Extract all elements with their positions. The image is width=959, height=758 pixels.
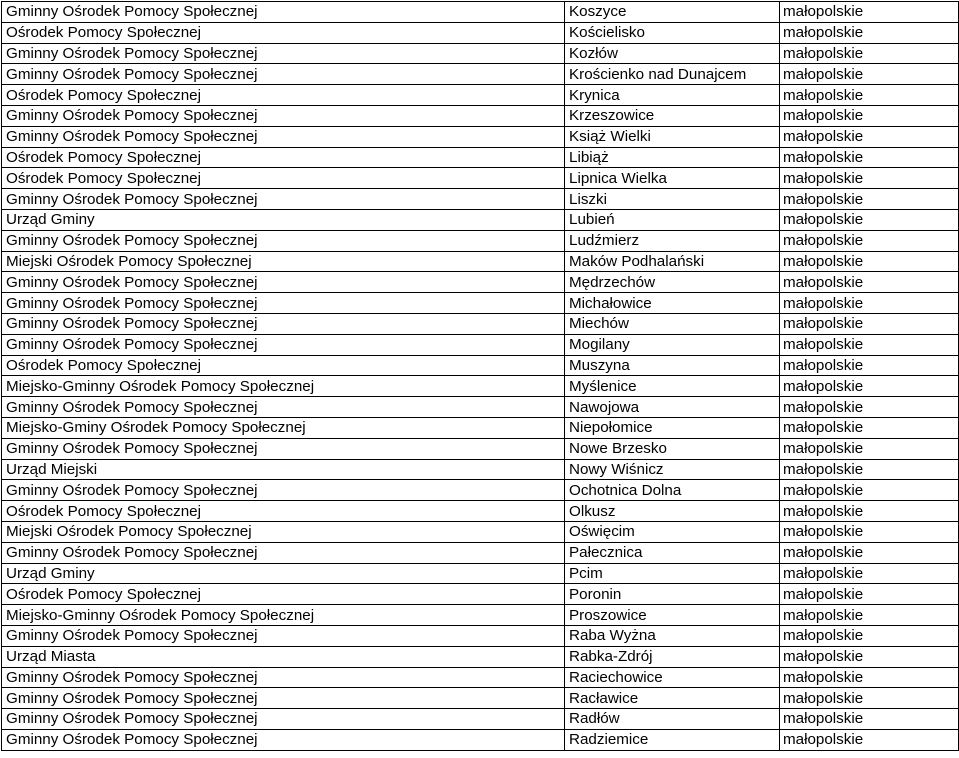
voivodeship-cell: małopolskie	[780, 189, 959, 210]
municipality-cell: Lipnica Wielka	[565, 168, 780, 189]
municipality-cell: Pałecznica	[565, 542, 780, 563]
municipality-cell: Miechów	[565, 313, 780, 334]
institution-cell: Miejski Ośrodek Pomocy Społecznej	[2, 521, 565, 542]
table-row	[2, 105, 959, 126]
municipality-cell: Kościelisko	[565, 22, 780, 43]
institution-cell: Miejsko-Gminny Ośrodek Pomocy Społecznej	[2, 376, 565, 397]
voivodeship-cell: małopolskie	[780, 168, 959, 189]
municipality-cell: Radłów	[565, 709, 780, 730]
table-row	[2, 147, 959, 168]
municipality-cell: Olkusz	[565, 501, 780, 522]
voivodeship-cell: małopolskie	[780, 293, 959, 314]
table-row	[2, 126, 959, 147]
table-row	[2, 646, 959, 667]
municipality-cell: Myślenice	[565, 376, 780, 397]
table-row	[2, 729, 959, 750]
institution-cell: Miejski Ośrodek Pomocy Społecznej	[2, 251, 565, 272]
institution-cell: Gminny Ośrodek Pomocy Społecznej	[2, 334, 565, 355]
voivodeship-cell: małopolskie	[780, 480, 959, 501]
voivodeship-cell: małopolskie	[780, 376, 959, 397]
table-row	[2, 376, 959, 397]
institution-cell: Gminny Ośrodek Pomocy Społecznej	[2, 293, 565, 314]
table-row	[2, 584, 959, 605]
municipality-cell: Raciechowice	[565, 667, 780, 688]
municipality-cell: Pcim	[565, 563, 780, 584]
voivodeship-cell: małopolskie	[780, 355, 959, 376]
table-row	[2, 688, 959, 709]
table-row	[2, 397, 959, 418]
municipality-cell: Mogilany	[565, 334, 780, 355]
municipality-cell: Muszyna	[565, 355, 780, 376]
municipality-cell: Raba Wyżna	[565, 625, 780, 646]
voivodeship-cell: małopolskie	[780, 2, 959, 23]
institution-cell: Urząd Gminy	[2, 209, 565, 230]
table-row	[2, 272, 959, 293]
municipality-cell: Nawojowa	[565, 397, 780, 418]
table-row	[2, 293, 959, 314]
municipality-cell: Racławice	[565, 688, 780, 709]
institution-cell: Gminny Ośrodek Pomocy Społecznej	[2, 272, 565, 293]
voivodeship-cell: małopolskie	[780, 584, 959, 605]
voivodeship-cell: małopolskie	[780, 729, 959, 750]
municipality-cell: Koszyce	[565, 2, 780, 23]
institution-cell: Gminny Ośrodek Pomocy Społecznej	[2, 709, 565, 730]
table-row	[2, 563, 959, 584]
municipality-cell: Libiąż	[565, 147, 780, 168]
municipality-cell: Michałowice	[565, 293, 780, 314]
table-row	[2, 189, 959, 210]
voivodeship-cell: małopolskie	[780, 64, 959, 85]
institution-cell: Gminny Ośrodek Pomocy Społecznej	[2, 43, 565, 64]
institution-cell: Ośrodek Pomocy Społecznej	[2, 584, 565, 605]
table-row	[2, 2, 959, 23]
voivodeship-cell: małopolskie	[780, 272, 959, 293]
voivodeship-cell: małopolskie	[780, 22, 959, 43]
table-row	[2, 313, 959, 334]
voivodeship-cell: małopolskie	[780, 147, 959, 168]
voivodeship-cell: małopolskie	[780, 542, 959, 563]
table-row	[2, 521, 959, 542]
table-row	[2, 168, 959, 189]
institution-cell: Miejsko-Gminy Ośrodek Pomocy Społecznej	[2, 417, 565, 438]
municipality-cell: Ludźmierz	[565, 230, 780, 251]
voivodeship-cell: małopolskie	[780, 85, 959, 106]
institution-cell: Ośrodek Pomocy Społecznej	[2, 355, 565, 376]
voivodeship-cell: małopolskie	[780, 688, 959, 709]
table-row	[2, 459, 959, 480]
municipality-cell: Krzeszowice	[565, 105, 780, 126]
municipality-cell: Krynica	[565, 85, 780, 106]
institution-cell: Gminny Ośrodek Pomocy Społecznej	[2, 729, 565, 750]
table-row	[2, 605, 959, 626]
institution-cell: Gminny Ośrodek Pomocy Społecznej	[2, 667, 565, 688]
municipality-cell: Lubień	[565, 209, 780, 230]
municipality-cell: Kozłów	[565, 43, 780, 64]
municipality-cell: Mędrzechów	[565, 272, 780, 293]
voivodeship-cell: małopolskie	[780, 105, 959, 126]
institution-cell: Gminny Ośrodek Pomocy Społecznej	[2, 189, 565, 210]
institution-cell: Gminny Ośrodek Pomocy Społecznej	[2, 688, 565, 709]
table-row	[2, 480, 959, 501]
table-row	[2, 709, 959, 730]
table-row	[2, 209, 959, 230]
municipality-cell: Nowy Wiśnicz	[565, 459, 780, 480]
voivodeship-cell: małopolskie	[780, 625, 959, 646]
institution-cell: Gminny Ośrodek Pomocy Społecznej	[2, 625, 565, 646]
voivodeship-cell: małopolskie	[780, 605, 959, 626]
institution-cell: Ośrodek Pomocy Społecznej	[2, 22, 565, 43]
voivodeship-cell: małopolskie	[780, 251, 959, 272]
table-row	[2, 43, 959, 64]
municipality-cell: Rabka-Zdrój	[565, 646, 780, 667]
municipality-cell: Maków Podhalański	[565, 251, 780, 272]
table-row	[2, 667, 959, 688]
municipality-cell: Niepołomice	[565, 417, 780, 438]
municipality-cell: Liszki	[565, 189, 780, 210]
table-row	[2, 501, 959, 522]
institution-cell: Gminny Ośrodek Pomocy Społecznej	[2, 480, 565, 501]
voivodeship-cell: małopolskie	[780, 646, 959, 667]
table-row	[2, 438, 959, 459]
table-body	[2, 2, 959, 751]
institution-cell: Urząd Miasta	[2, 646, 565, 667]
table-row	[2, 64, 959, 85]
table-row	[2, 625, 959, 646]
voivodeship-cell: małopolskie	[780, 459, 959, 480]
institution-cell: Ośrodek Pomocy Społecznej	[2, 147, 565, 168]
table-row	[2, 85, 959, 106]
voivodeship-cell: małopolskie	[780, 397, 959, 418]
institution-cell: Urząd Gminy	[2, 563, 565, 584]
institution-cell: Ośrodek Pomocy Społecznej	[2, 85, 565, 106]
municipality-cell: Ochotnica Dolna	[565, 480, 780, 501]
voivodeship-cell: małopolskie	[780, 313, 959, 334]
municipality-cell: Krościenko nad Dunajcem	[565, 64, 780, 85]
voivodeship-cell: małopolskie	[780, 334, 959, 355]
table-row	[2, 334, 959, 355]
municipality-cell: Oświęcim	[565, 521, 780, 542]
municipality-cell: Radziemice	[565, 729, 780, 750]
institution-cell: Ośrodek Pomocy Społecznej	[2, 501, 565, 522]
institution-cell: Miejsko-Gminny Ośrodek Pomocy Społecznej	[2, 605, 565, 626]
institution-cell: Gminny Ośrodek Pomocy Społecznej	[2, 105, 565, 126]
table-row	[2, 355, 959, 376]
voivodeship-cell: małopolskie	[780, 230, 959, 251]
voivodeship-cell: małopolskie	[780, 209, 959, 230]
table-row	[2, 230, 959, 251]
voivodeship-cell: małopolskie	[780, 501, 959, 522]
table-row	[2, 22, 959, 43]
institutions-table	[1, 1, 959, 751]
institution-cell: Gminny Ośrodek Pomocy Społecznej	[2, 397, 565, 418]
municipality-cell: Książ Wielki	[565, 126, 780, 147]
institution-cell: Gminny Ośrodek Pomocy Społecznej	[2, 542, 565, 563]
voivodeship-cell: małopolskie	[780, 563, 959, 584]
institution-cell: Gminny Ośrodek Pomocy Społecznej	[2, 2, 565, 23]
table-row	[2, 417, 959, 438]
voivodeship-cell: małopolskie	[780, 126, 959, 147]
municipality-cell: Proszowice	[565, 605, 780, 626]
institution-cell: Gminny Ośrodek Pomocy Społecznej	[2, 126, 565, 147]
voivodeship-cell: małopolskie	[780, 709, 959, 730]
municipality-cell: Nowe Brzesko	[565, 438, 780, 459]
voivodeship-cell: małopolskie	[780, 438, 959, 459]
voivodeship-cell: małopolskie	[780, 43, 959, 64]
voivodeship-cell: małopolskie	[780, 521, 959, 542]
institution-cell: Gminny Ośrodek Pomocy Społecznej	[2, 438, 565, 459]
institution-cell: Ośrodek Pomocy Społecznej	[2, 168, 565, 189]
institution-cell: Urząd Miejski	[2, 459, 565, 480]
table-row	[2, 251, 959, 272]
institution-cell: Gminny Ośrodek Pomocy Społecznej	[2, 230, 565, 251]
municipality-cell: Poronin	[565, 584, 780, 605]
institution-cell: Gminny Ośrodek Pomocy Społecznej	[2, 64, 565, 85]
voivodeship-cell: małopolskie	[780, 667, 959, 688]
voivodeship-cell: małopolskie	[780, 417, 959, 438]
institution-cell: Gminny Ośrodek Pomocy Społecznej	[2, 313, 565, 334]
table-row	[2, 542, 959, 563]
